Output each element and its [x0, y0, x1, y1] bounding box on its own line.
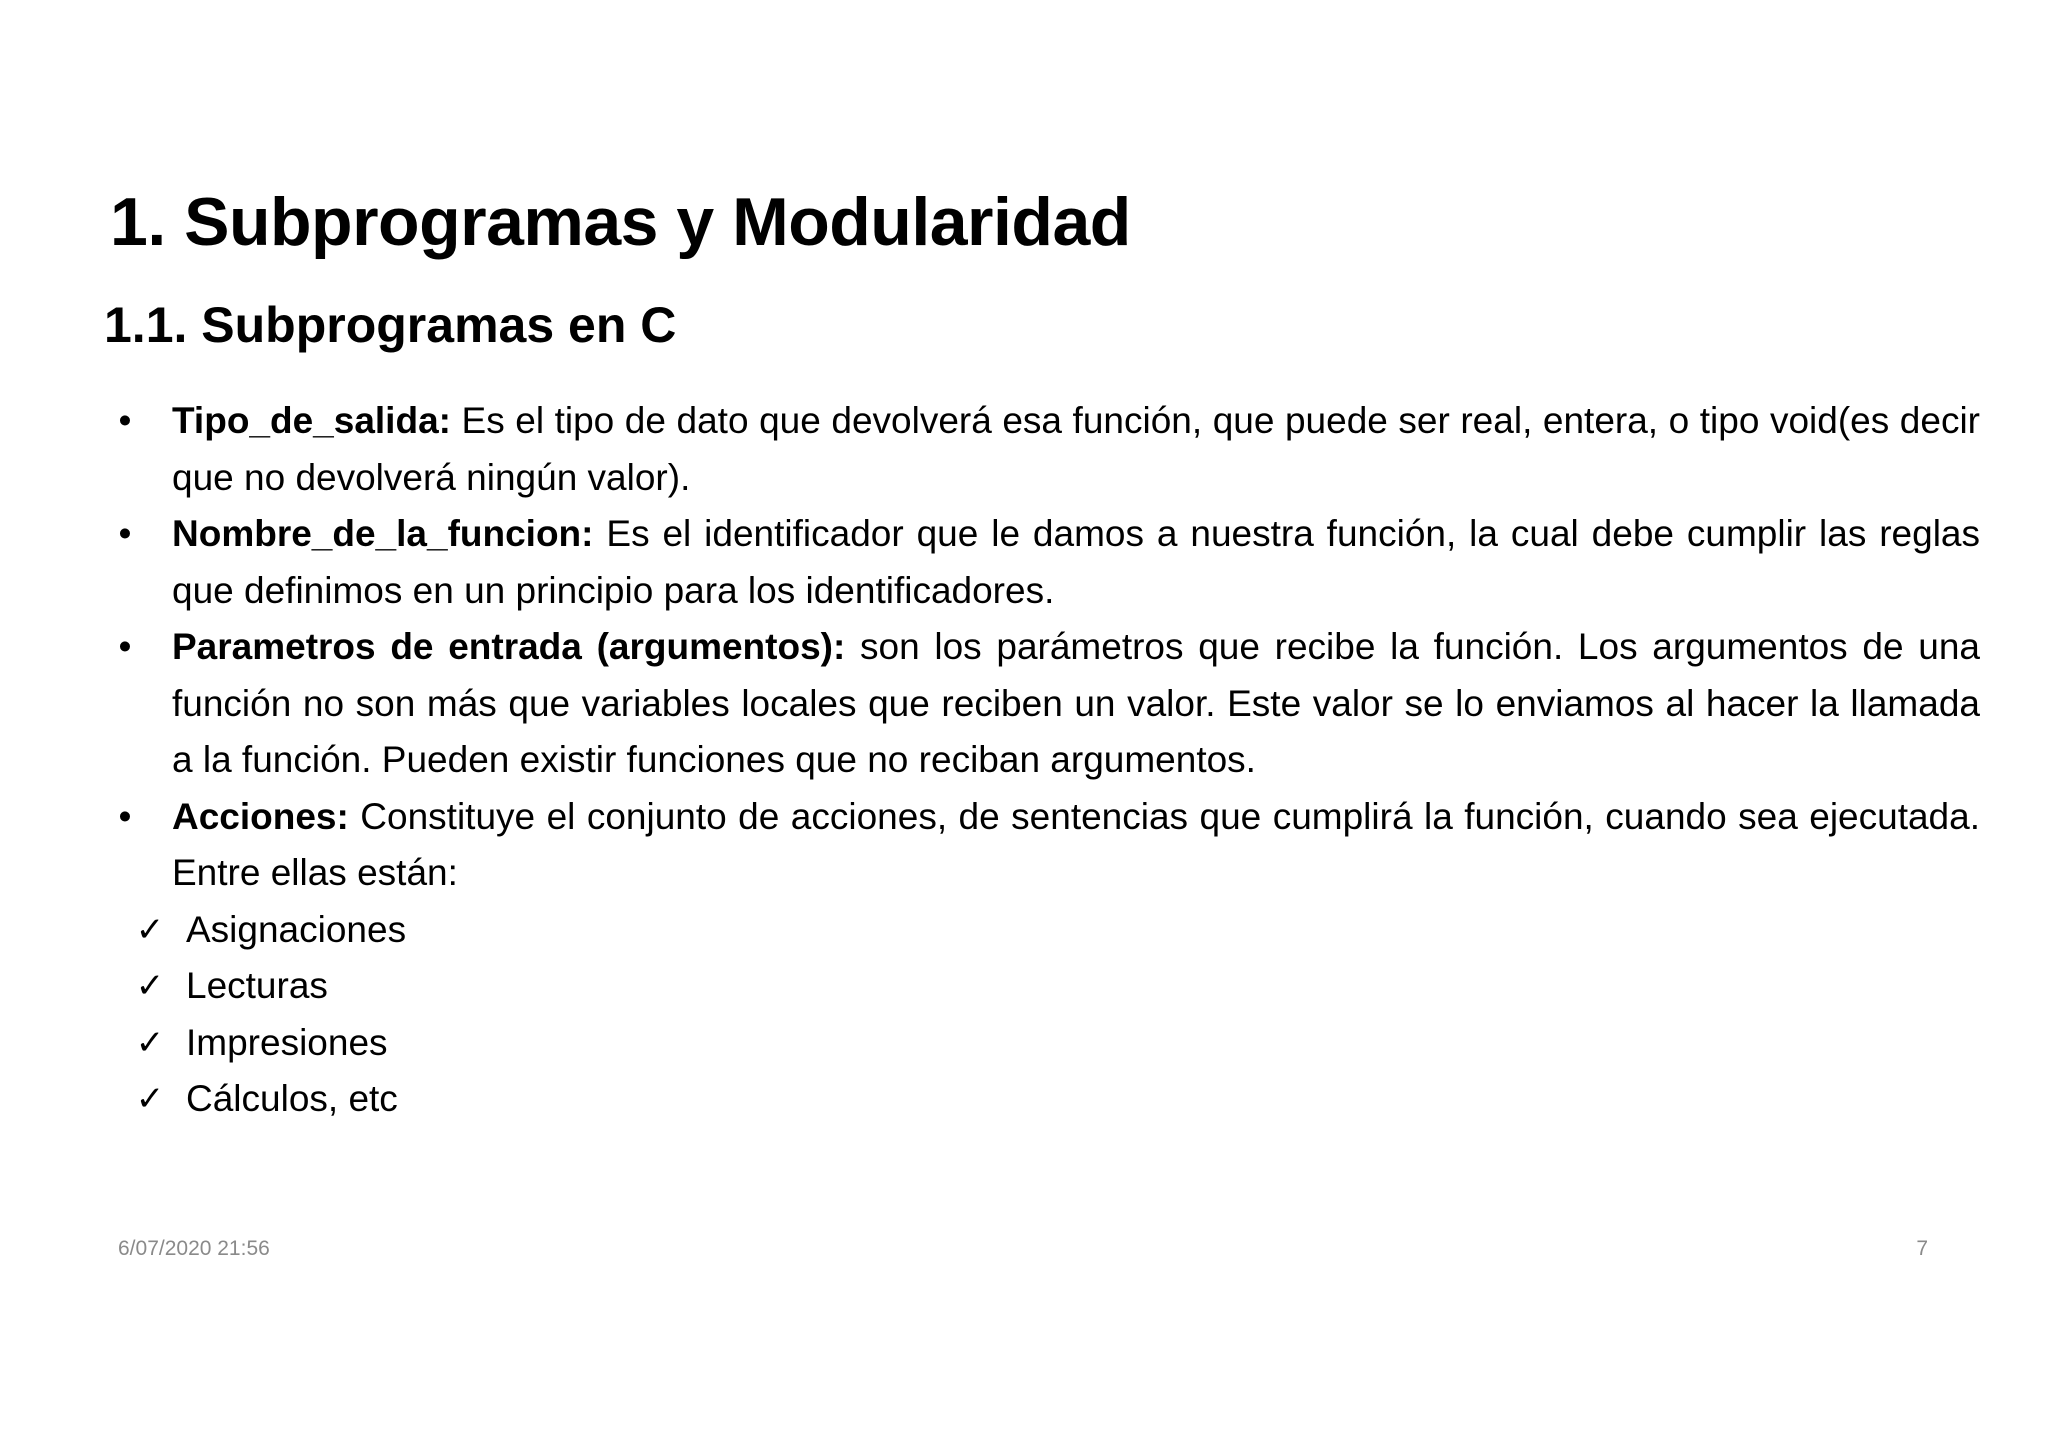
slide-subtitle: 1.1. Subprogramas en C — [104, 297, 677, 353]
bullet-text: Es el tipo de dato que devolverá esa función, que puede ser real, entera, o tipo void(es decir que no devolverá ningún valor). — [172, 400, 1980, 498]
bullet-text: son los parámetros que recibe la función. Los argumentos de una función no son más que variables locales que reciben un valor. Este valor se lo enviamos al hacer la llamada a la función. Pueden existir funciones que no reciban argumentos. — [172, 626, 1980, 780]
checklist-item-label: Asignaciones — [186, 908, 407, 950]
bullet-term: Nombre_de_la_funcion: — [172, 513, 594, 554]
checkmark-icon: ✓ — [135, 966, 165, 1006]
bullet-icon: • — [118, 626, 132, 667]
slide-title: 1. Subprogramas y Modularidad — [110, 184, 1131, 260]
bullet-icon: • — [118, 513, 132, 554]
checklist-item-asignaciones — [110, 902, 1980, 959]
checklist-item-lecturas — [110, 958, 1980, 1015]
bullet-item-nombre-de-la-funcion — [110, 506, 1980, 619]
checkmark-icon: ✓ — [135, 1022, 165, 1063]
bullet-icon: • — [118, 795, 132, 837]
checklist — [110, 902, 1980, 1128]
checklist-item-label: Cálculos, etc — [186, 1078, 398, 1119]
checkmark-icon: ✓ — [135, 909, 165, 950]
bullet-item-parametros-de-entrada — [110, 619, 1980, 789]
bullet-text: Constituye el conjunto de acciones, de sentencias que cumplirá la función, cuando sea ejecutada. Entre ellas están: — [172, 795, 1980, 893]
bullet-term: Acciones: — [172, 795, 349, 837]
checkmark-icon: ✓ — [135, 1079, 165, 1119]
checklist-item-label: Lecturas — [186, 965, 328, 1006]
checklist-item-label: Impresiones — [186, 1021, 388, 1063]
checklist-item-calculos — [110, 1071, 1980, 1128]
bullet-item-acciones — [110, 789, 1980, 902]
footer-page-number: 7 — [1916, 1237, 1928, 1260]
bullet-term: Parametros de entrada (argumentos): — [172, 626, 846, 667]
bullet-list — [110, 393, 1980, 902]
checklist-item-impresiones — [110, 1015, 1980, 1072]
slide-content — [110, 393, 1980, 1128]
footer-date: 6/07/2020 21:56 — [118, 1237, 270, 1260]
bullet-item-tipo-de-salida — [110, 393, 1980, 506]
bullet-text: Es el identificador que le damos a nuestra función, la cual debe cumplir las reglas que definimos en un principio para los identificadores. — [172, 513, 1980, 611]
bullet-term: Tipo_de_salida: — [172, 400, 451, 441]
bullet-icon: • — [118, 400, 132, 441]
